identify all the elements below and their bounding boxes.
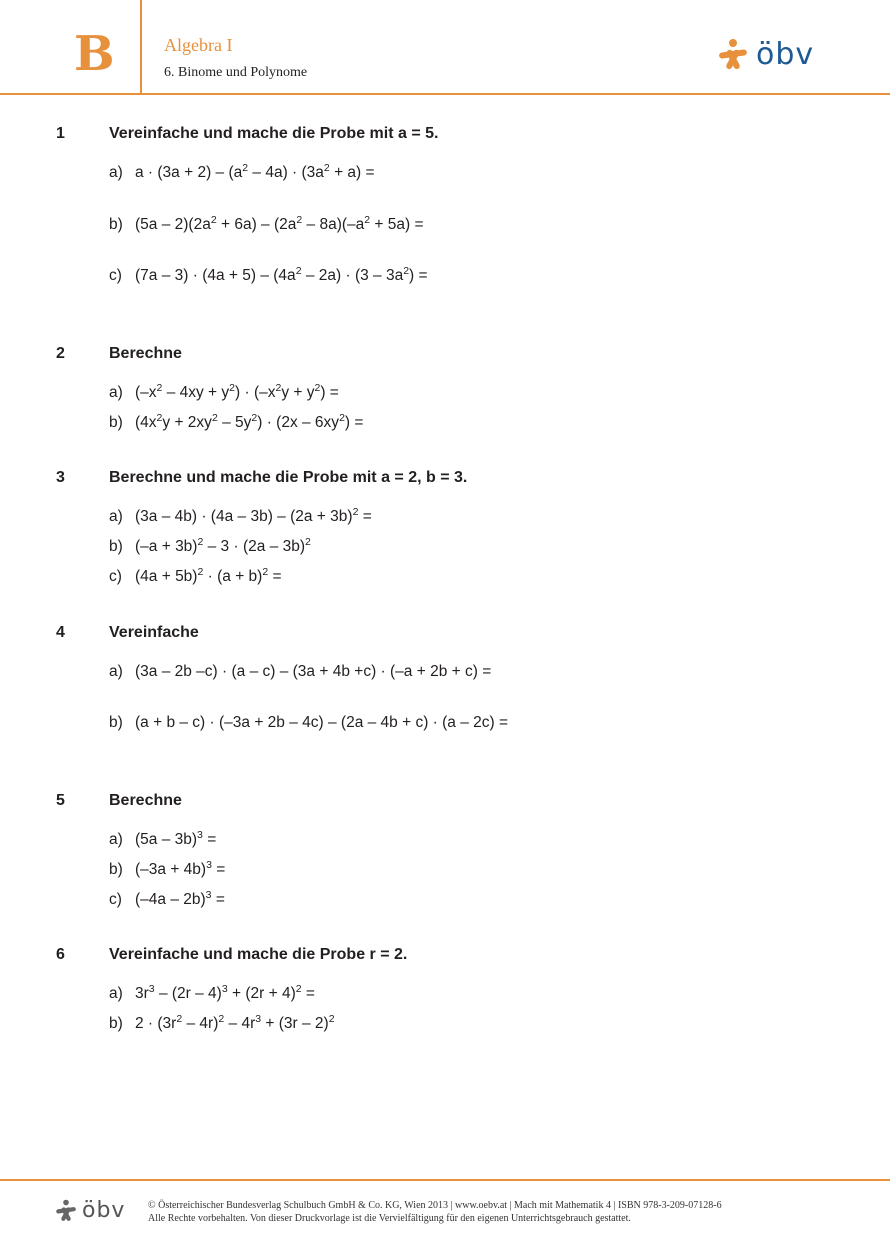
item-label: c) [109, 891, 122, 908]
item-expression: (3a – 2b –c) · (a – c) – (3a + 4b +c) · (–a + 2b + c) = [135, 663, 492, 680]
exponent: 2 [211, 412, 218, 424]
exponent: 2 [156, 382, 163, 394]
exponent: 2 [218, 1013, 225, 1025]
task-item [109, 266, 428, 286]
item-label: b) [109, 216, 123, 233]
exponent: 3 [205, 889, 212, 901]
footer-logo [54, 1199, 125, 1223]
task-title: Vereinfache und mache die Probe mit a = 5. [109, 125, 439, 142]
exponent: 2 [210, 214, 217, 226]
exponent: 2 [197, 536, 204, 548]
copyright-notice [148, 1199, 868, 1225]
exponent: 2 [314, 382, 321, 394]
task-item [109, 163, 375, 183]
exponent: 2 [403, 265, 410, 277]
page-header [0, 0, 890, 95]
task-number: 6 [56, 946, 65, 963]
task-number: 3 [56, 469, 65, 486]
subject-title: Algebra I [164, 35, 233, 55]
exponent: 2 [262, 566, 269, 578]
task-number: 2 [56, 345, 65, 362]
item-expression: $a \cdot (3a + 2) - (a^2 - 4a) \cdot (3a^2 + a)$ = [135, 162, 375, 181]
exponent: 2 [295, 265, 302, 277]
item-label: c) [109, 267, 122, 284]
task-item [109, 860, 225, 880]
task-item [109, 507, 372, 527]
exponent: 2 [275, 382, 282, 394]
task-title: Vereinfache [109, 624, 199, 641]
level-letter: B [74, 26, 115, 82]
exponent: 3 [221, 983, 228, 995]
item-expression: (–4a – 2b)$^3$ = [135, 889, 225, 908]
copyright-line: © Österreichischer Bundesverlag Schulbuch GmbH & Co. KG, Wien 2013 | www.oebv.at | Mach mit Mathematik 4 | ISBN 978-3-209-07128-6 [148, 1200, 722, 1211]
item-expression: $2 \cdot (3r^2 - 4r)^2 - 4r^3 + (3r - 2)^2$ [135, 1013, 335, 1032]
exponent: 2 [197, 566, 204, 578]
task-item [109, 215, 424, 235]
item-expression: $3r^3 - (2r - 4)^3 + (2r + 4)^2$ = [135, 983, 315, 1002]
item-expression: $(3a - 4b) \cdot (4a - 3b) - (2a + 3b)^2$ = [135, 506, 372, 525]
task-item [109, 383, 339, 403]
task-item [109, 413, 363, 433]
exponent: 3 [197, 829, 203, 841]
item-label: b) [109, 538, 123, 555]
item-expression: (5a – 3b)$^3$ = [135, 829, 217, 848]
exponent: 2 [156, 412, 163, 424]
exponent: 2 [339, 412, 345, 424]
task-item [109, 713, 508, 733]
task-item [109, 662, 491, 682]
item-label: a) [109, 985, 123, 1002]
item-label: b) [109, 861, 123, 878]
task-number: 4 [56, 624, 65, 641]
exponent: 2 [305, 536, 311, 548]
item-label: b) [109, 414, 123, 431]
task-number: 1 [56, 125, 65, 142]
item-label: a) [109, 663, 123, 680]
item-expression: $(4x^2y + 2xy^2 - 5y^2) \cdot (2x - 6xy^2)$ = [135, 412, 364, 431]
task-title: Berechne [109, 345, 182, 362]
exponent: 2 [295, 983, 302, 995]
exponent: 2 [323, 162, 330, 174]
chapter-title: 6. Binome und Polynome [164, 65, 308, 80]
item-label: a) [109, 164, 123, 181]
item-label: a) [109, 831, 123, 848]
item-expression: $(-a + 3b)^2 - 3 \cdot (2a - 3b)^2$ [135, 536, 311, 555]
item-expression: $(-3a + 4b)^3$ = [135, 859, 226, 878]
item-label: b) [109, 714, 123, 731]
exponent: 3 [148, 983, 155, 995]
task-item [109, 1014, 335, 1034]
header-divider [140, 0, 142, 94]
item-expression: $(4a + 5b)^2 \cdot (a + b)^2$ = [135, 566, 282, 585]
task-item [109, 830, 216, 850]
item-label: a) [109, 384, 123, 401]
exponent: 2 [352, 506, 359, 518]
exponent: 2 [242, 162, 249, 174]
exponent: 2 [229, 382, 236, 394]
task-item [109, 567, 282, 587]
item-label: b) [109, 1015, 123, 1032]
rights-line: Alle Rechte vorbehalten. Von dieser Druckvorlage ist die Vervielfältigung für den eigenen Unterrichtsgebrauch gestattet. [148, 1213, 631, 1224]
exponent: 2 [176, 1013, 183, 1025]
exponent: 2 [296, 214, 303, 226]
item-expression: $(7a - 3) \cdot (4a + 5) - (4a^2 - 2a) \cdot (3 - 3a^2)$ = [135, 265, 428, 284]
exponent: 3 [255, 1013, 262, 1025]
task-item [109, 984, 315, 1004]
logo-text: öbv [756, 37, 815, 72]
asterisk-icon [716, 38, 750, 72]
item-expression: $(5a - 2)(2a^2 + 6a) - (2a^2 - 8a)(-a^2 + 5a)$ = [135, 214, 424, 233]
exponent: 2 [328, 1013, 335, 1025]
task-number: 5 [56, 792, 65, 809]
logo-text: öbv [82, 1198, 126, 1223]
item-expression: $(-x^2 - 4xy + y^2) \cdot (-x^2y + y^2)$ = [135, 382, 339, 401]
task-title: Berechne [109, 792, 182, 809]
exponent: 2 [251, 412, 258, 424]
footer-rule [0, 1179, 890, 1181]
task-title: Vereinfache und mache die Probe r = 2. [109, 946, 408, 963]
header-rule [0, 93, 890, 95]
publisher-logo [716, 38, 814, 72]
exponent: 3 [206, 859, 212, 871]
task-title: Berechne und mache die Probe mit a = 2, b = 3. [109, 469, 468, 486]
item-expression: (a + b – c) · (–3a + 2b – 4c) – (2a – 4b + c) · (a – 2c) = [135, 714, 509, 731]
task-item [109, 890, 225, 910]
item-label: c) [109, 568, 122, 585]
asterisk-icon [54, 1199, 78, 1223]
exponent: 2 [364, 214, 371, 226]
item-label: a) [109, 508, 123, 525]
task-item [109, 537, 311, 557]
